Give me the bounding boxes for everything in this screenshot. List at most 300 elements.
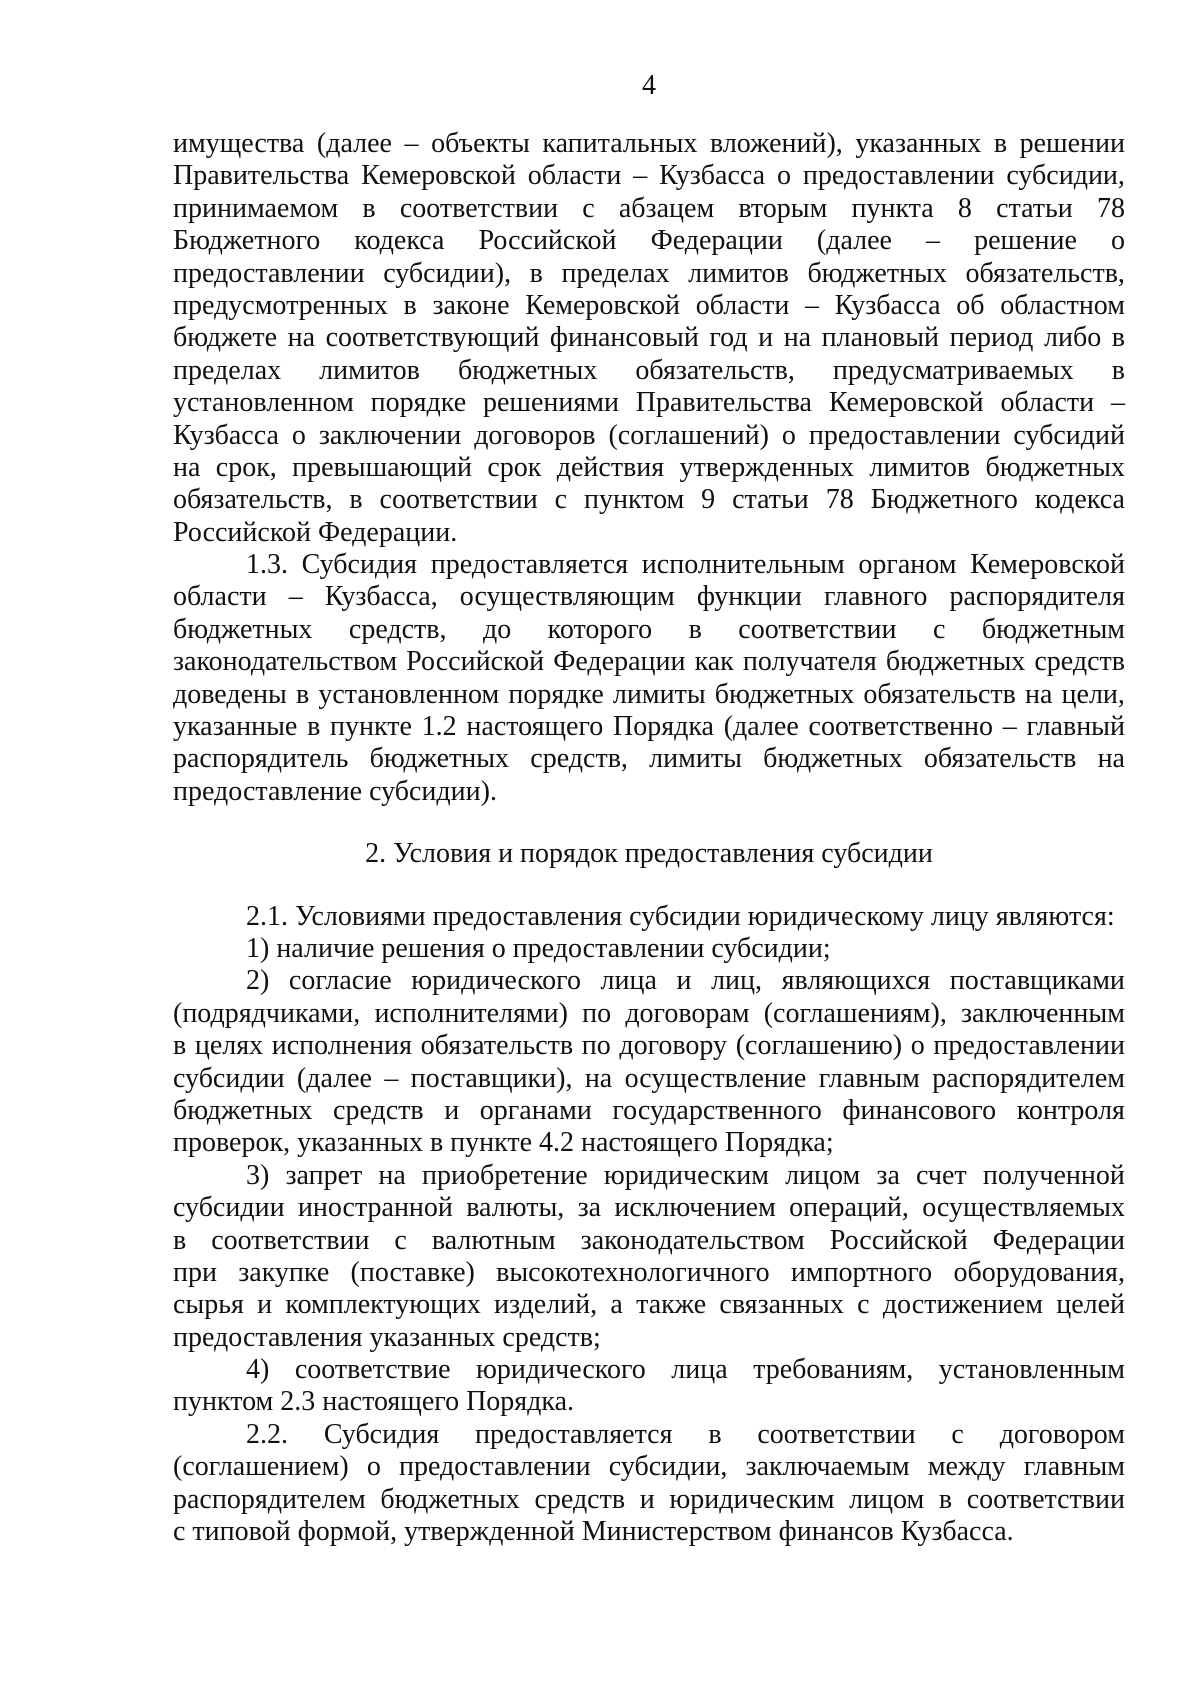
word: предоставляется (430, 549, 629, 581)
word: предоставлении (399, 1451, 591, 1483)
text-line (173, 484, 1125, 516)
word: контроля (1016, 1094, 1125, 1126)
word: юридического (411, 965, 581, 997)
word: бюджете (173, 322, 278, 354)
word: субсидий (1013, 419, 1125, 451)
word: соответствии (211, 1224, 370, 1256)
text-line (173, 160, 1125, 192)
word: соответствии (379, 484, 538, 516)
word: пределах (173, 354, 282, 386)
text-line (173, 1451, 1125, 1483)
word: распорядителем (932, 1062, 1125, 1094)
text-line (173, 128, 1125, 160)
word: об (956, 289, 985, 321)
word: указанные (173, 711, 298, 743)
word: субсидии), (383, 257, 512, 289)
word: органом (858, 549, 957, 581)
word: (далее (723, 711, 799, 743)
word: установленном (173, 387, 354, 419)
word: требованиям, (753, 1354, 914, 1386)
paragraph-p1 (173, 128, 1125, 549)
word: предоставлении (802, 160, 995, 192)
word: Кемеровской (525, 289, 681, 321)
word: о (910, 1030, 925, 1062)
word: кодекса (1034, 484, 1125, 516)
word: юридическим (603, 1159, 769, 1191)
text-line (173, 1289, 1125, 1321)
word: Кузбасса (173, 419, 279, 451)
word: средств, (348, 613, 447, 645)
word: получателя (742, 646, 877, 678)
word: Правительства (635, 387, 812, 419)
word: согласие (288, 965, 392, 997)
word: решениями (482, 387, 619, 419)
word: области (1000, 387, 1095, 419)
text-line: с типовой формой, утвержденной Министерством финансов Кузбасса. (173, 1516, 1014, 1548)
word: Субсидия (323, 1418, 440, 1450)
text-line (173, 581, 1125, 613)
text-line: проверок, указанных в пункте 4.2 настоящего Порядка; (173, 1127, 834, 1159)
word: в (708, 1418, 722, 1450)
word: средств (534, 1483, 626, 1515)
word: осуществляющим (459, 581, 675, 613)
word: с (857, 1289, 870, 1321)
word: как (694, 646, 734, 678)
text-line (173, 1257, 1125, 1289)
word: абзацем (618, 192, 715, 224)
word: и (444, 1094, 460, 1126)
text-line (173, 387, 1125, 419)
word: установленном (318, 678, 500, 710)
word: пункте (330, 711, 412, 743)
word: лица (600, 965, 657, 997)
word: заключении (318, 419, 462, 451)
word: по (581, 1030, 611, 1062)
document-body (173, 128, 1125, 1548)
paragraph-p5 (173, 965, 1125, 1159)
text-line (173, 711, 1125, 743)
section-heading: 2. Условия и порядок предоставления субсидии (365, 838, 933, 870)
word: – (926, 225, 941, 257)
word: лимитов (319, 354, 420, 386)
word: Федерации (553, 646, 686, 678)
text-line (173, 614, 1125, 646)
word: кодекса (354, 225, 445, 257)
word: распорядителя (949, 581, 1125, 613)
word: субсидии (173, 1062, 285, 1094)
word: Кузбасса (834, 289, 941, 321)
word: функции (696, 581, 802, 613)
word: в (403, 289, 417, 321)
paragraph-p7 (173, 1354, 1125, 1419)
word: области (173, 581, 267, 613)
word: в (349, 484, 363, 516)
word: главный (1026, 711, 1125, 743)
word: осуществляемых (922, 1192, 1125, 1224)
word: иностранной (297, 1192, 453, 1224)
text-line: предоставление субсидии). (173, 775, 497, 807)
word: предоставлении (933, 1030, 1125, 1062)
word: порядке (370, 387, 467, 419)
word: комплектующих (285, 1289, 481, 1321)
word: бюджетных (173, 1094, 313, 1126)
word: счет (916, 1159, 967, 1191)
word: за (876, 1159, 900, 1191)
word: субсидии, (1006, 160, 1125, 192)
word: осуществление (624, 1062, 807, 1094)
word: в (1111, 322, 1125, 354)
word: (поставке) (350, 1256, 475, 1288)
word: области (695, 289, 790, 321)
text-line (173, 225, 1125, 257)
word: лимиты (649, 743, 742, 775)
paragraph-p4 (173, 933, 1125, 965)
word: 78 (1096, 192, 1125, 224)
word: в (295, 678, 310, 710)
word: главным (1023, 1451, 1125, 1483)
word: на (783, 322, 812, 354)
word: запрет (285, 1159, 363, 1191)
word: лимитов (869, 451, 971, 483)
word: обязательств, (635, 354, 795, 386)
word: в (1111, 354, 1125, 386)
word: бюджетных (173, 613, 313, 645)
word: настоящего (466, 711, 604, 743)
word: имущества (173, 128, 305, 159)
word: закупке (238, 1256, 330, 1288)
word: утвержденных (679, 451, 855, 483)
text-line (173, 355, 1125, 387)
word: 78 (825, 484, 854, 516)
word: (соглашений) (608, 419, 769, 451)
word: поставщиками (949, 965, 1125, 997)
word: юридическим (669, 1483, 835, 1515)
word: Российской (478, 225, 617, 257)
word: 2.2. (246, 1418, 288, 1450)
text-line: 1) наличие решения о предоставлении субсидии; (246, 932, 831, 964)
word: о (781, 419, 796, 451)
text-line (173, 1484, 1125, 1516)
word: исполнителями) (374, 997, 568, 1029)
word: исполнительным (641, 549, 845, 581)
text-line (173, 322, 1125, 354)
word: в (688, 613, 702, 645)
word: Федерации (650, 225, 783, 257)
word: Бюджетного (173, 225, 321, 257)
word: лицом (785, 1159, 861, 1191)
word: областном (1000, 289, 1125, 321)
word: – (805, 289, 819, 321)
word: Кемеровской (970, 549, 1125, 581)
word: оборудования, (953, 1256, 1125, 1288)
word: бюджетных (985, 451, 1125, 483)
word: главного (823, 581, 928, 613)
word: соответственно (808, 711, 994, 743)
word: в (993, 128, 1008, 159)
word: законодательством (173, 646, 398, 678)
text-line: пунктом 2.3 настоящего Порядка. (173, 1386, 575, 1418)
word: предусматриваемых (832, 354, 1074, 386)
word: – (1110, 387, 1125, 419)
word: обязательств, (173, 484, 333, 516)
word: бюджетных (714, 678, 855, 710)
word: исключением (614, 1192, 776, 1224)
word: договору (619, 1030, 728, 1062)
word: лиц, (711, 965, 763, 997)
word: Бюджетного (870, 484, 1018, 516)
text-line (173, 679, 1125, 711)
word: с (394, 1224, 407, 1256)
word: средств (1034, 646, 1125, 678)
word: (подрядчиками, (173, 997, 361, 1029)
word: цели, (1061, 678, 1125, 710)
word: между (927, 1451, 1006, 1483)
word: бюджетных (380, 1483, 520, 1515)
word: законе (432, 289, 510, 321)
word: изделий, (494, 1289, 598, 1321)
word: 8 (957, 192, 972, 224)
word: Кузбасса (659, 160, 766, 192)
word: на (378, 1159, 406, 1191)
word: соответствии (399, 192, 559, 224)
word: предоставлении (173, 257, 365, 289)
word: договором (999, 1418, 1125, 1450)
word: 4) (246, 1354, 270, 1386)
text-line (173, 1192, 1125, 1224)
word: связанных (719, 1289, 844, 1321)
word: являющихся (781, 965, 931, 997)
word: о (776, 160, 791, 192)
word: области (527, 160, 622, 192)
text-line (173, 258, 1125, 290)
word: заключенным (961, 997, 1125, 1029)
word: юридического (476, 1354, 646, 1386)
word: достижением (882, 1289, 1043, 1321)
word: целях (194, 1030, 264, 1062)
word: на (287, 322, 316, 354)
word: Кемеровской (828, 387, 984, 419)
word: сырья (173, 1289, 244, 1321)
word: бюджетных (885, 646, 1026, 678)
word: финансового (842, 1094, 997, 1126)
word: лимитов (688, 257, 789, 289)
word: операций, (789, 1192, 909, 1224)
word: действия (556, 451, 665, 483)
word: при (173, 1256, 217, 1288)
word: – (288, 581, 303, 613)
word: вложений), (709, 128, 843, 159)
word: за (577, 1192, 602, 1224)
word: принимаемом (173, 192, 339, 224)
word: обязательств (923, 743, 1077, 775)
word: в (938, 1483, 953, 1515)
word: капитальных (542, 128, 698, 159)
word: с (554, 484, 568, 516)
word: Российской (829, 1224, 968, 1256)
word: – (633, 160, 648, 192)
word: 2) (246, 965, 270, 997)
word: и (639, 1483, 655, 1515)
word: (далее (316, 128, 392, 159)
text-line (173, 1419, 1125, 1451)
word: – (404, 128, 419, 159)
word: Федерации (992, 1224, 1125, 1256)
word: которого (547, 613, 653, 645)
word: приобретение (422, 1159, 588, 1191)
word: с (932, 613, 946, 645)
paragraph-p2 (173, 549, 1125, 808)
text-line (173, 1030, 1125, 1062)
paragraph-p8 (173, 1419, 1125, 1549)
word: (далее (296, 1062, 372, 1094)
word: законодательством (580, 1224, 805, 1256)
word: с (582, 192, 595, 224)
word: бюджетных (807, 257, 947, 289)
word: Российской (406, 646, 545, 678)
word: на (173, 451, 201, 483)
word: валютным (431, 1224, 556, 1256)
word: объекты (431, 128, 530, 159)
word: на (584, 1062, 613, 1094)
word: период (949, 322, 1034, 354)
word: средств (333, 1094, 424, 1126)
word: средств, (530, 743, 628, 775)
word: о (291, 419, 306, 451)
word: на (1097, 743, 1125, 775)
word: соответствующий (325, 322, 540, 354)
text-line (173, 998, 1125, 1030)
word: 1.2 (421, 711, 457, 743)
spacer (173, 871, 1125, 901)
word: решение (974, 225, 1077, 257)
text-line: Российской Федерации. (173, 516, 458, 548)
text-line (173, 1063, 1125, 1095)
word: Кузбасса, (324, 581, 438, 613)
word: срок (487, 451, 542, 483)
word: субсидии, (608, 1451, 728, 1483)
paragraph-p3 (173, 901, 1125, 933)
word: пункта (851, 192, 934, 224)
text-line: предоставления указанных средств; (173, 1321, 601, 1353)
word: пунктом (584, 484, 685, 516)
word: также (636, 1289, 707, 1321)
word: обязательств (420, 1030, 574, 1062)
word: лимиты (612, 678, 706, 710)
word: до (482, 613, 512, 645)
word: полученной (982, 1159, 1125, 1191)
word: субсидии (173, 1192, 285, 1224)
word: – (1002, 711, 1017, 743)
word: 3) (246, 1159, 270, 1191)
text-line (173, 549, 1125, 581)
word: статьи (996, 192, 1073, 224)
word: Кемеровской (361, 160, 516, 192)
word: предусмотренных (173, 289, 388, 321)
word: Правительства (173, 160, 350, 192)
word: решении (1019, 128, 1125, 159)
text-line (173, 1225, 1125, 1257)
word: соответствии (966, 1483, 1125, 1515)
word: главным (818, 1062, 920, 1094)
word: 9 (701, 484, 716, 516)
paragraph-p6 (173, 1160, 1125, 1354)
word: в (362, 192, 376, 224)
word: целей (1056, 1289, 1125, 1321)
word: и (257, 1289, 273, 1321)
text-line (173, 1354, 1125, 1386)
text-line: 2.1. Условиями предоставления субсидии юридическому лицу являются: (246, 900, 1115, 932)
word: либо (1043, 322, 1102, 354)
word: плановый (821, 322, 940, 354)
word: в (173, 1224, 187, 1256)
page-number: 4 (642, 70, 656, 101)
word: распорядитель (173, 743, 349, 775)
word: соответствии (757, 1418, 916, 1450)
word: о (366, 1451, 381, 1483)
word: в (307, 711, 321, 743)
word: бюджетных (369, 743, 510, 775)
word: в (173, 1030, 187, 1062)
word: обязательств (863, 678, 1016, 710)
word: финансовый (549, 322, 699, 354)
word: исполнения (271, 1030, 413, 1062)
word: 1.3. (246, 549, 288, 581)
word: установленным (938, 1354, 1125, 1386)
word: срок, (215, 451, 277, 483)
word: лицом (849, 1483, 925, 1515)
word: соответствие (294, 1354, 451, 1386)
text-line (173, 290, 1125, 322)
word: указанных (855, 128, 982, 159)
word: обязательств, (965, 257, 1125, 289)
spacer (173, 808, 1125, 838)
word: и (758, 322, 774, 354)
text-line (173, 420, 1125, 452)
word: Субсидия (301, 549, 418, 581)
word: лица (671, 1354, 728, 1386)
word: Порядка (613, 711, 714, 743)
word: государственного (612, 1094, 822, 1126)
word: на (1024, 678, 1053, 710)
text-line (173, 965, 1125, 997)
word: высокотехнологичного (496, 1256, 770, 1288)
word: превышающий (292, 451, 473, 483)
word: импортного (790, 1256, 933, 1288)
word: заключаемым (745, 1451, 910, 1483)
text-line (173, 1095, 1125, 1127)
word: предоставляется (475, 1418, 673, 1450)
word: соответствии (738, 613, 897, 645)
text-line (173, 1160, 1125, 1192)
word: статьи (732, 484, 809, 516)
word: о (1110, 225, 1125, 257)
word: (соглашением) (173, 1451, 349, 1483)
word: пределах (561, 257, 670, 289)
word: договоров (474, 419, 596, 451)
word: предоставлении (808, 419, 1001, 451)
word: в (529, 257, 543, 289)
word: поставщики), (410, 1062, 573, 1094)
text-line (173, 452, 1125, 484)
word: (далее (816, 225, 892, 257)
word: вторым (738, 192, 828, 224)
word: год (709, 322, 748, 354)
word: бюджетным (981, 613, 1125, 645)
word: доведены (173, 678, 287, 710)
word: и (676, 965, 692, 997)
word: бюджетных (763, 743, 903, 775)
word: валюты, (466, 1192, 565, 1224)
